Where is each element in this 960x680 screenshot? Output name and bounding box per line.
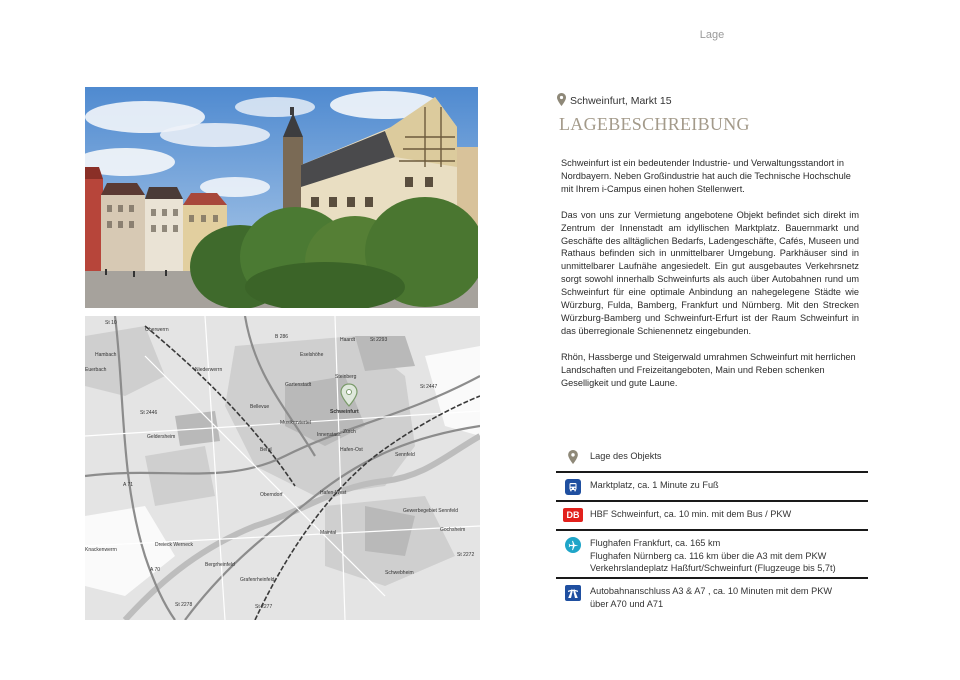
- svg-text:A 71: A 71: [123, 482, 134, 488]
- bus-text: Marktplatz, ca. 1 Minute zu Fuß: [590, 480, 719, 490]
- paragraph-region: Rhön, Hassberge und Steigerwald umrahmen Schweinfurt mit herrlichen Landschaften und Freizeitangeboten, Main und Reben schenken Geselligkeit und gute Laune.: [561, 351, 856, 388]
- highway-line-2: über A70 und A71: [590, 598, 664, 609]
- svg-text:St 2272: St 2272: [457, 552, 475, 558]
- flight-line-3: Verkehrslandeplatz Haßfurt/Schweinfurt (Flugzeuge bis 5,7t): [590, 563, 836, 573]
- svg-text:Sennfeld: Sennfeld: [395, 452, 415, 458]
- section-title: LAGEBESCHREIBUNG: [559, 114, 750, 134]
- location-info-table: [556, 444, 868, 611]
- svg-text:Grafenrheinfeld: Grafenrheinfeld: [240, 577, 275, 583]
- train-text: HBF Schweinfurt, ca. 10 min. mit dem Bus / PKW: [590, 509, 792, 519]
- svg-text:Niederwerrn: Niederwerrn: [195, 367, 223, 373]
- svg-text:St 2293: St 2293: [370, 337, 388, 343]
- town-hall-photo: [85, 87, 478, 308]
- highway-text: [590, 579, 832, 610]
- airplane-icon: [565, 537, 581, 553]
- svg-text:Eselshöhe: Eselshöhe: [300, 352, 324, 358]
- info-row-train: [556, 502, 868, 529]
- db-logo-icon: DB: [563, 508, 583, 522]
- svg-text:Bellevue: Bellevue: [250, 404, 270, 410]
- svg-text:St 10: St 10: [105, 320, 117, 326]
- flight-text: [590, 531, 836, 575]
- highway-icon: [565, 585, 581, 601]
- svg-text:Hambach: Hambach: [95, 352, 117, 358]
- svg-text:Innenstadt: Innenstadt: [317, 432, 341, 438]
- svg-text:Geldersheim: Geldersheim: [147, 434, 176, 440]
- description-text: [561, 157, 859, 403]
- svg-text:Knackenwerrn: Knackenwerrn: [85, 547, 117, 553]
- address-text: Schweinfurt, Markt 15: [570, 95, 672, 107]
- bus-icon: [565, 479, 581, 495]
- info-row-flight: [556, 531, 868, 577]
- flight-line-2: Flughafen Nürnberg ca. 116 km über die A3 mit dem PKW: [590, 550, 827, 561]
- address-line: [557, 92, 672, 107]
- svg-text:Hafen-Ost: Hafen-Ost: [340, 447, 363, 453]
- page-label: Lage: [699, 29, 725, 41]
- svg-text:Bergl: Bergl: [260, 447, 272, 453]
- location-map[interactable]: [85, 316, 480, 620]
- location-text: Lage des Objekts: [590, 451, 662, 461]
- svg-text:St 2277: St 2277: [255, 604, 273, 610]
- svg-text:Schweinfurt: Schweinfurt: [330, 409, 359, 415]
- info-row-location: [556, 444, 868, 471]
- svg-text:Dreieck Werneck: Dreieck Werneck: [155, 542, 193, 548]
- svg-text:Maintal: Maintal: [320, 530, 337, 536]
- paragraph-location: Das von uns zur Vermietung angebotene Objekt befindet sich direkt im Zentrum der Innenstadt am idyllischen Marktplatz. Bauernmarkt und Geschäfte des alltäglichen Bedarfs, Ladengeschäfte, Cafés, Museen und Rathaus befinden sich in unmittelbarer Umgebung. Parkhäuser sind in unmittelbarer Laufnähe angesiedelt. Ein gut ausgebautes Verkehrsnetz sorgt sowohl innerhalb Schweinfurts als auch über Autobahnen rund um Schweinfurt für eine optimale Anbindung an nahegelegene Städte wie Würzburg, Fulda, Bamberg, Frankfurt und Nürnberg. Mit den Strecken Würzburg-Bamberg und Schweinfurt-Erfurt ist der Raum Schweinfurt in das überregionale Schienennetz eingebunden.: [561, 209, 859, 336]
- flight-line-1: Flughafen Frankfurt, ca. 165 km: [590, 538, 721, 548]
- svg-text:Oberndorf: Oberndorf: [260, 492, 283, 498]
- svg-text:Haardt: Haardt: [340, 337, 356, 343]
- svg-text:St 2446: St 2446: [140, 410, 158, 416]
- svg-text:A 70: A 70: [150, 567, 161, 573]
- svg-text:Gochsheim: Gochsheim: [440, 527, 466, 533]
- svg-text:B 286: B 286: [275, 334, 289, 340]
- highway-line-1: Autobahnanschluss A3 & A7 , ca. 10 Minuten mit dem PKW: [590, 586, 833, 596]
- svg-text:St 2278: St 2278: [175, 602, 193, 608]
- svg-text:Oberwerrn: Oberwerrn: [145, 327, 169, 333]
- map-pin-icon: [568, 450, 578, 464]
- svg-text:Steinberg: Steinberg: [335, 374, 357, 380]
- svg-text:St 2447: St 2447: [420, 384, 438, 390]
- svg-text:Gewerbegebiet Sennfeld: Gewerbegebiet Sennfeld: [403, 508, 459, 514]
- map-pin-icon: [557, 93, 566, 106]
- info-row-bus: [556, 473, 868, 500]
- svg-text:Euerbach: Euerbach: [85, 367, 107, 373]
- svg-text:Gartenstadt: Gartenstadt: [285, 382, 312, 388]
- svg-text:Zürch: Zürch: [343, 429, 356, 435]
- svg-text:Hafen-West: Hafen-West: [320, 490, 347, 496]
- svg-text:Musikerviertel: Musikerviertel: [280, 420, 311, 426]
- svg-text:Schwebheim: Schwebheim: [385, 570, 414, 576]
- paragraph-intro: Schweinfurt ist ein bedeutender Industrie- und Verwaltungsstandort in Nordbayern. Neben Großindustrie hat auch die Technische Hochschule mit Ihrem i-Campus einen hohen Stellenwert.: [561, 158, 851, 194]
- info-row-highway: [556, 579, 868, 611]
- svg-text:Bergrheinfeld: Bergrheinfeld: [205, 562, 235, 568]
